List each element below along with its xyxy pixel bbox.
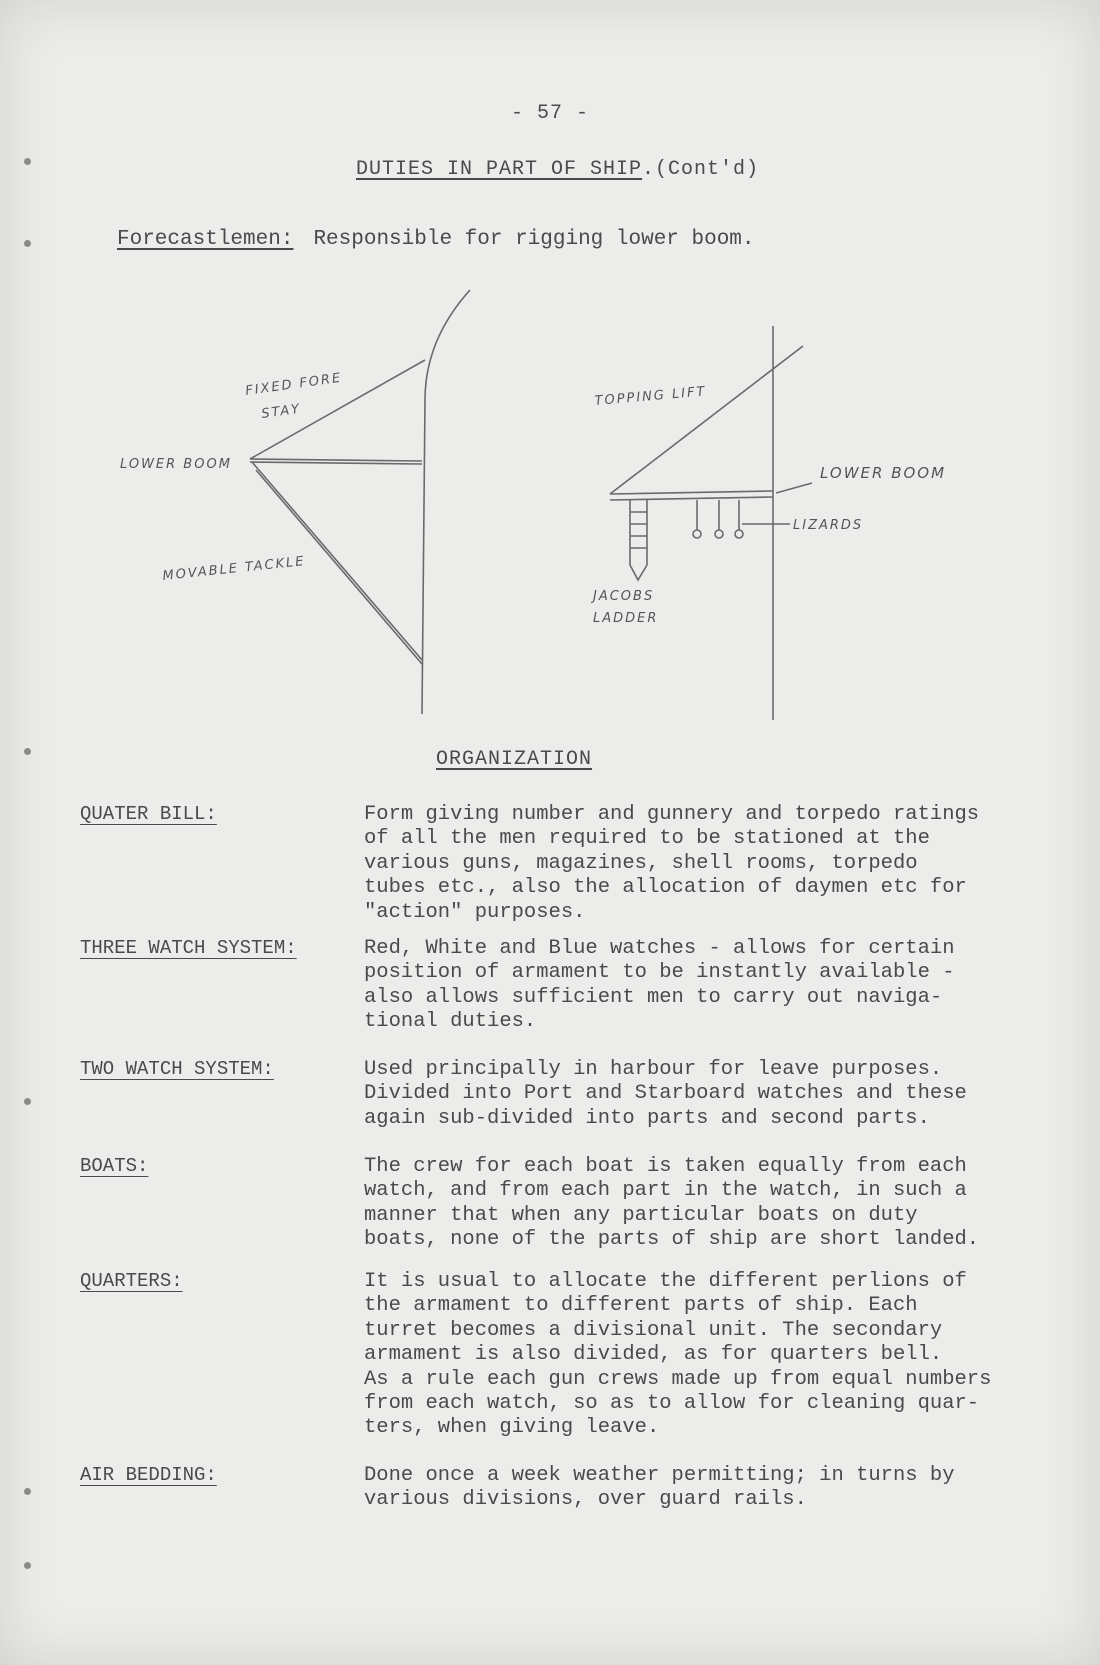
topping-lift-line	[610, 346, 803, 494]
page-title-main: DUTIES IN PART OF SHIP	[356, 158, 643, 181]
punch-hole	[24, 158, 31, 165]
organization-heading: ORGANIZATION	[436, 748, 593, 771]
punch-hole	[24, 1562, 31, 1569]
page-number: - 57 -	[510, 102, 589, 125]
forecastlemen-line	[117, 228, 755, 251]
label-movable-tackle: MOVABLE TACKLE	[161, 554, 307, 584]
punch-hole	[24, 1098, 31, 1105]
entry-text: Used principally in harbour for leave purposes. Divided into Port and Starboard watches and these again sub-divided into parts and second parts.	[364, 1058, 967, 1130]
lizard-ring	[715, 530, 723, 538]
entry-text: Form giving number and gunnery and torpedo ratings of all the men required to be stationed at the various guns, magazines, shell rooms, torpedo tubes etc., also the allocation of daymen etc for "action" purposes.	[364, 803, 980, 924]
entry-term: THREE WATCH SYSTEM:	[80, 937, 297, 959]
entry-text: Done once a week weather permitting; in turns by various divisions, over guard rails.	[364, 1464, 955, 1512]
lower-boom-line-right	[610, 491, 773, 494]
entry-text: The crew for each boat is taken equally from each watch, and from each part in the watch, in such a manner that when any particular boats on duty boats, none of the parts of ship are short landed.	[364, 1155, 980, 1252]
entry-term: BOATS:	[80, 1155, 149, 1177]
entry-term: AIR BEDDING:	[80, 1464, 217, 1486]
ship-side-curve-left	[422, 290, 470, 714]
punch-hole	[24, 240, 31, 247]
label-ladder: LADDER	[593, 611, 659, 626]
entry-text: It is usual to allocate the different perlions of the armament to different parts of ship. Each turret becomes a divisional unit. The secondary armament is also divided, as for quarters bell. As a rule each gun crews made up from equal numbers from each watch, so as to allow for cleaning quar- ters, when giving leave.	[364, 1270, 992, 1440]
lizard-ring	[693, 530, 701, 538]
lower-boom-line-right-2	[610, 497, 773, 500]
punch-hole	[24, 1488, 31, 1495]
lower-boom-line-left	[250, 459, 422, 461]
label-lower-boom-left: LOWER BOOM	[120, 457, 232, 472]
label-fixed-fore-stay: FIXED FORE	[244, 370, 344, 399]
entry-term: QUATER BILL:	[80, 803, 217, 825]
label-jacobs: JACOBS	[593, 589, 655, 604]
lower-boom-pointer	[776, 483, 812, 493]
label-topping-lift: TOPPING LIFT	[594, 384, 708, 409]
lower-boom-rigging-diagram	[0, 280, 1100, 730]
lower-boom-line-left-2	[250, 462, 422, 464]
page-title	[356, 158, 759, 181]
label-stay: STAY	[260, 401, 303, 422]
entry-term: QUARTERS:	[80, 1270, 183, 1292]
forecastlemen-text: Responsible for rigging lower boom.	[313, 228, 755, 251]
lizard-ring	[735, 530, 743, 538]
label-lower-boom-right: LOWER BOOM	[820, 464, 947, 482]
forecastlemen-label: Forecastlemen:	[117, 228, 294, 251]
entry-term: TWO WATCH SYSTEM:	[80, 1058, 274, 1080]
ladder-end	[630, 565, 647, 580]
label-lizards: LIZARDS	[793, 518, 864, 533]
entry-text: Red, White and Blue watches - allows for certain position of armament to be instantly available - also allows sufficient men to carry out naviga- tional duties.	[364, 937, 955, 1034]
punch-hole	[24, 748, 31, 755]
page-title-suffix: .(Cont'd)	[642, 158, 760, 181]
